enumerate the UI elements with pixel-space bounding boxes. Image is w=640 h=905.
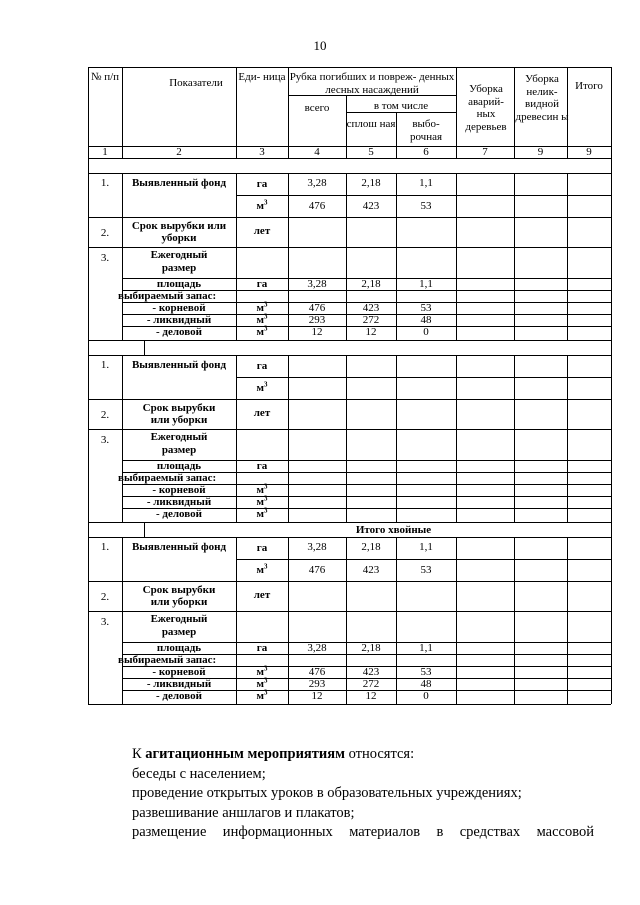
table-rule	[144, 522, 145, 537]
column-number-4: 4	[314, 146, 320, 158]
header-cut-group: Рубка погибших и повреж- денных лесных насаждений	[289, 71, 455, 96]
column-number-7: 7	[482, 146, 488, 158]
table-rule	[456, 173, 457, 340]
s2-unit-years: лет	[253, 407, 271, 419]
s1-annual-line2: размер	[161, 262, 197, 274]
s3-commercial-val-1: 12	[311, 690, 323, 702]
s3-root: - корневой	[152, 666, 206, 678]
table-rule	[236, 195, 611, 196]
s3-fund-ha-1: 3,28	[307, 541, 327, 553]
table-rule	[456, 67, 457, 158]
s1-fund-ha-1: 3,28	[307, 177, 327, 189]
s3-fund-ha-2: 2,18	[361, 541, 381, 553]
s3-area-ha-1: 3,28	[307, 642, 327, 654]
table-rule	[144, 340, 145, 355]
table-rule	[514, 537, 515, 704]
s3-unit-ha: га	[256, 542, 268, 554]
s1-fund-m3-1: 476	[308, 200, 326, 212]
s1-area-ha-1: 3,28	[307, 278, 327, 290]
table-rule	[456, 537, 457, 704]
table-rule	[514, 67, 515, 158]
s1-commercial-val-3: 0	[423, 326, 429, 338]
s3-root-val-2: 423	[362, 666, 380, 678]
s3-num-3: 3.	[100, 616, 110, 628]
s1-fund-ha-3: 1,1	[419, 177, 433, 189]
s3-root-val-1: 476	[308, 666, 326, 678]
table-rule	[456, 355, 457, 522]
s1-commercial-val-2: 12	[365, 326, 377, 338]
table-rule	[611, 537, 612, 704]
s1-unit-m3: $м^3$	[256, 198, 268, 212]
s1-commercial-unit: $м^3$	[256, 324, 268, 338]
column-number-1: 1	[102, 146, 108, 158]
s2-unit-ha: га	[256, 360, 268, 372]
table-rule	[88, 247, 611, 248]
text-intro-bold: агитационным мероприятиям	[145, 746, 345, 762]
s3-liquid-val-2: 272	[362, 678, 380, 690]
table-rule	[567, 67, 568, 158]
s1-root-unit: $м^3$	[256, 300, 268, 314]
s3-term-line2: или уборки	[150, 596, 208, 608]
s2-term-line2: или уборки	[150, 414, 208, 426]
s1-term-line1: Срок вырубки или	[131, 220, 227, 232]
s1-num-1: 1.	[100, 177, 110, 189]
s1-liquid-val-3: 48	[420, 314, 432, 326]
header-unit: Еди- ница	[238, 71, 286, 83]
text-intro: К агитационным мероприятиям относятся:	[132, 746, 415, 762]
table-rule	[88, 522, 611, 523]
s3-area: площадь	[156, 642, 202, 654]
s3-fund-ha-3: 1,1	[419, 541, 433, 553]
s1-stock: выбираемый запас:	[118, 290, 217, 302]
table-rule	[88, 173, 611, 174]
table-rule	[567, 537, 568, 704]
table-rule	[88, 522, 89, 537]
s1-num-3: 3.	[100, 252, 110, 264]
s3-area-ha-3: 1,1	[419, 642, 433, 654]
table-rule	[567, 355, 568, 522]
s2-term-line1: Срок вырубки	[142, 402, 216, 414]
table-rule	[611, 340, 612, 355]
s3-area-ha-2: 2,18	[361, 642, 381, 654]
s3-commercial-val-2: 12	[365, 690, 377, 702]
s2-stock: выбираемый запас:	[118, 472, 217, 484]
s3-fund-m3-3: 53	[420, 564, 432, 576]
s3-identified-fund: Выявленный фонд	[131, 541, 227, 553]
s1-root: - корневой	[152, 302, 206, 314]
table-rule	[88, 67, 611, 68]
table-rule	[88, 611, 611, 612]
text-line-2: проведение открытых уроков в образовательных учреждениях;	[132, 785, 522, 801]
header-indicators: Показатели	[169, 77, 223, 89]
s2-annual-line1: Ежегодный	[150, 431, 208, 443]
table-rule	[88, 429, 611, 430]
header-emergency: Уборка аварий- ных деревьев	[465, 83, 507, 133]
table-rule	[88, 158, 89, 173]
s1-liquid-val-2: 272	[362, 314, 380, 326]
s2-root-unit: $м^3$	[256, 482, 268, 496]
s2-num-1: 1.	[100, 359, 110, 371]
s3-fund-m3-2: 423	[362, 564, 380, 576]
s1-num-2: 2.	[100, 227, 110, 239]
s1-root-val-2: 423	[362, 302, 380, 314]
table-rule	[88, 340, 89, 355]
s1-area-unit: га	[256, 278, 268, 290]
s2-root: - корневой	[152, 484, 206, 496]
s3-annual-line2: размер	[161, 626, 197, 638]
text-line-3: развешивание аншлагов и плакатов;	[132, 804, 355, 821]
column-number-2: 2	[176, 146, 182, 158]
table-rule	[396, 355, 397, 522]
header-including: в том числе	[373, 100, 429, 112]
s1-fund-m3-2: 423	[362, 200, 380, 212]
s2-num-2: 2.	[100, 409, 110, 421]
s1-area-ha-3: 1,1	[419, 278, 433, 290]
column-number-6: 6	[423, 146, 429, 158]
s3-num-2: 2.	[100, 591, 110, 603]
s2-num-3: 3.	[100, 434, 110, 446]
s1-root-val-3: 53	[420, 302, 432, 314]
s3-unit-years: лет	[253, 589, 271, 601]
table-rule	[88, 67, 89, 158]
s3-root-unit: $м^3$	[256, 664, 268, 678]
header-sum: Итого	[575, 80, 603, 92]
s1-annual-line1: Ежегодный	[150, 249, 208, 261]
table-rule	[236, 559, 611, 560]
s3-root-val-3: 53	[420, 666, 432, 678]
s1-liquid-val-1: 293	[308, 314, 326, 326]
s3-term-line1: Срок вырубки	[142, 584, 216, 596]
s2-identified-fund: Выявленный фонд	[131, 359, 227, 371]
column-number-9: 9	[586, 146, 592, 158]
s1-unit-years: лет	[253, 225, 271, 237]
table-rule	[88, 704, 611, 705]
table-rule	[88, 581, 611, 582]
text-line-4: размещение информационных материалов в средствах массовой	[132, 824, 594, 840]
forest-data-table	[88, 67, 611, 739]
s3-area-unit: га	[256, 642, 268, 654]
s3-liquid-unit: $м^3$	[256, 676, 268, 690]
s1-area-ha-2: 2,18	[361, 278, 381, 290]
header-selective: выбо- рочная	[409, 118, 443, 143]
table-rule	[236, 67, 237, 158]
s3-unit-m3: $м^3$	[256, 562, 268, 576]
s3-commercial-unit: $м^3$	[256, 688, 268, 702]
table-rule	[611, 355, 612, 522]
section-title: Итого хвойные	[355, 524, 432, 536]
table-rule	[88, 217, 611, 218]
table-rule	[88, 158, 611, 159]
s3-liquid-val-3: 48	[420, 678, 432, 690]
header-nonliquid: Уборка нелик- видной древесин ы	[515, 73, 569, 123]
s1-fund-ha-2: 2,18	[361, 177, 381, 189]
s3-stock: выбираемый запас:	[118, 654, 217, 666]
column-number-5: 5	[368, 146, 374, 158]
s1-area: площадь	[156, 278, 202, 290]
table-rule	[346, 112, 456, 113]
table-rule	[611, 158, 612, 173]
table-rule	[288, 95, 456, 96]
s1-commercial: - деловой	[156, 326, 202, 338]
table-rule	[346, 355, 347, 522]
s2-liquid-unit: $м^3$	[256, 494, 268, 508]
header-num: № п/п	[90, 71, 120, 83]
table-rule	[567, 173, 568, 340]
header-total: всего	[304, 102, 330, 114]
s3-fund-m3-1: 476	[308, 564, 326, 576]
s1-unit-ha: га	[256, 178, 268, 190]
table-rule	[611, 522, 612, 537]
s1-liquid: - ликвидный	[146, 314, 212, 326]
s1-commercial-val-1: 12	[311, 326, 323, 338]
table-rule	[611, 173, 612, 340]
s2-unit-m3: $м^3$	[256, 380, 268, 394]
body-text	[132, 745, 594, 843]
table-rule	[288, 355, 289, 522]
column-number-8: 9	[537, 146, 544, 158]
table-rule	[122, 67, 123, 158]
table-rule	[514, 173, 515, 340]
s2-commercial: - деловой	[156, 508, 202, 520]
header-clear: сплош ная	[346, 118, 396, 130]
s2-annual-line2: размер	[161, 444, 197, 456]
s2-liquid: - ликвидный	[146, 496, 212, 508]
s1-term-line2: уборки	[161, 232, 197, 244]
s2-area: площадь	[156, 460, 202, 472]
column-number-3: 3	[259, 146, 265, 158]
s1-fund-m3-3: 53	[420, 200, 432, 212]
page-number: 10	[313, 38, 327, 53]
s3-commercial: - деловой	[156, 690, 202, 702]
s2-area-unit: га	[256, 460, 268, 472]
text-line-1: беседы с населением;	[132, 765, 266, 782]
table-rule	[236, 377, 611, 378]
s3-liquid: - ликвидный	[146, 678, 212, 690]
table-rule	[88, 355, 611, 356]
table-rule	[88, 340, 611, 341]
s1-identified-fund: Выявленный фонд	[131, 177, 227, 189]
s3-annual-line1: Ежегодный	[150, 613, 208, 625]
s2-commercial-unit: $м^3$	[256, 506, 268, 520]
s3-liquid-val-1: 293	[308, 678, 326, 690]
s1-root-val-1: 476	[308, 302, 326, 314]
table-rule	[88, 399, 611, 400]
table-rule	[88, 537, 611, 538]
s3-commercial-val-3: 0	[423, 690, 429, 702]
s1-liquid-unit: $м^3$	[256, 312, 268, 326]
table-rule	[514, 355, 515, 522]
table-rule	[288, 67, 289, 158]
s3-num-1: 1.	[100, 541, 110, 553]
table-rule	[611, 67, 612, 158]
